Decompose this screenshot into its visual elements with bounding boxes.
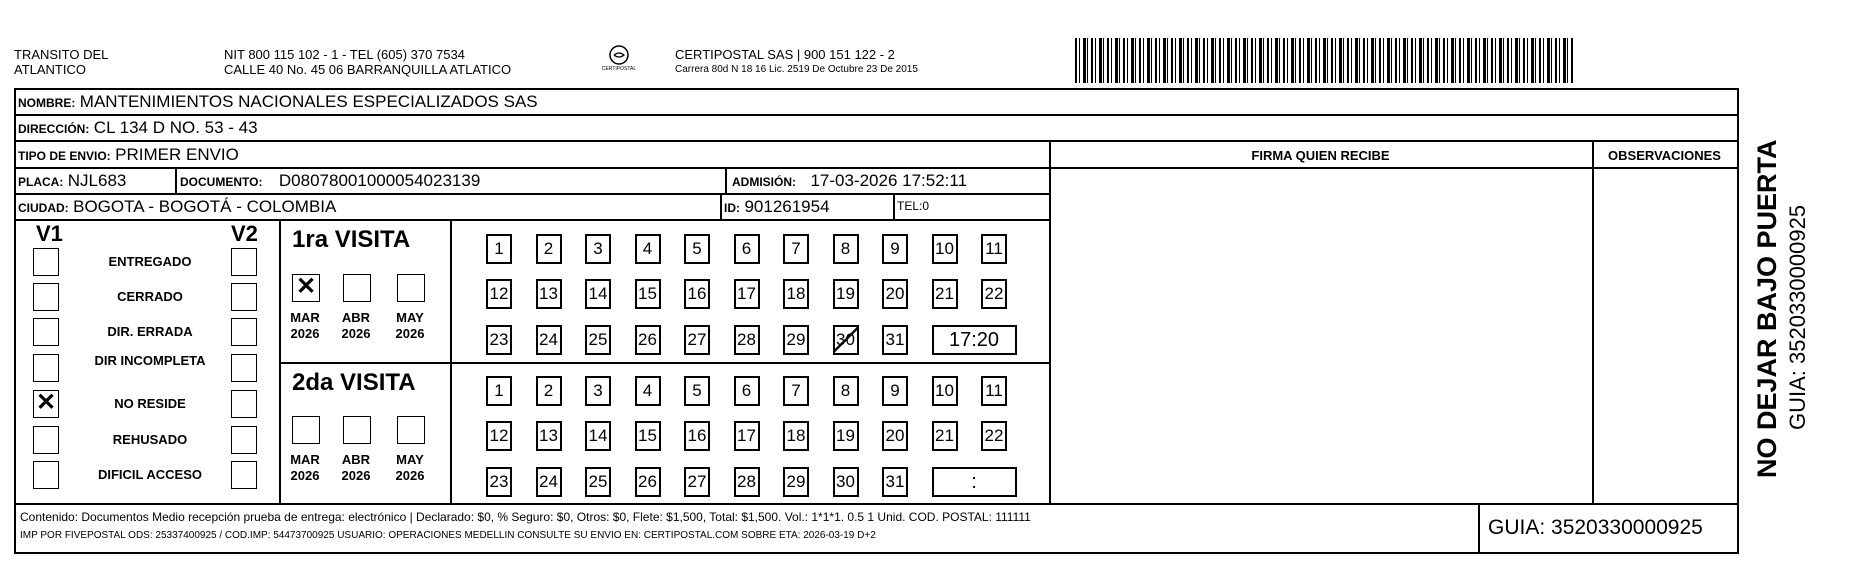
day-box[interactable]: 13	[536, 279, 562, 309]
day-box[interactable]: 12	[486, 421, 512, 451]
time-box[interactable]: :	[932, 467, 1017, 497]
carrier-name: CERTIPOSTAL SAS | 900 151 122 - 2	[675, 47, 895, 62]
col-line-guia	[1478, 503, 1480, 553]
day-box[interactable]: 30	[833, 325, 859, 355]
day-box[interactable]: 5	[684, 234, 710, 264]
day-box[interactable]: 29	[783, 467, 809, 497]
nombre-label: NOMBRE:	[18, 96, 76, 110]
day-box[interactable]: 24	[536, 467, 562, 497]
v2-checkbox[interactable]	[231, 248, 257, 276]
col-line-firma	[1049, 140, 1051, 503]
svg-text:CERTIPOSTAL: CERTIPOSTAL	[601, 66, 637, 72]
month-checkbox[interactable]	[292, 416, 320, 444]
id-row	[724, 197, 830, 217]
sep-placa	[175, 167, 177, 193]
direccion-value: CL 134 D NO. 53 - 43	[93, 118, 258, 137]
day-box[interactable]: 17	[734, 421, 760, 451]
day-box[interactable]: 16	[684, 421, 710, 451]
year-label: 2026	[395, 326, 425, 341]
v2-checkbox[interactable]	[231, 354, 257, 382]
admision-label: ADMISIÓN:	[732, 175, 796, 189]
day-box[interactable]: 22	[981, 279, 1007, 309]
direccion-label: DIRECCIÓN:	[18, 122, 90, 136]
placa-row	[18, 171, 126, 191]
day-box[interactable]: 30	[833, 467, 859, 497]
day-box[interactable]: 7	[783, 234, 809, 264]
day-box[interactable]: 3	[585, 234, 611, 264]
barcode	[1075, 38, 1575, 83]
day-box[interactable]: 11	[981, 376, 1007, 406]
tipo-value: PRIMER ENVIO	[115, 145, 239, 164]
frame-top	[14, 88, 1739, 90]
day-box[interactable]: 4	[635, 376, 661, 406]
org-name	[14, 47, 108, 77]
v1-checkbox[interactable]	[33, 426, 59, 454]
day-box[interactable]: 20	[882, 421, 908, 451]
status-label: DIR. ERRADA	[107, 324, 193, 339]
org-contact	[224, 47, 511, 77]
direccion-row	[18, 118, 258, 138]
documento-value: D08078001000054023139	[278, 171, 481, 190]
month-checkbox[interactable]: ✕	[292, 274, 320, 302]
day-box[interactable]: 21	[932, 279, 958, 309]
frame-bottom	[14, 552, 1739, 554]
status-label: DIFICIL ACCESO	[97, 467, 202, 482]
tipo-row	[18, 145, 239, 165]
row-line-5	[14, 219, 1050, 221]
v1-checkbox[interactable]	[33, 461, 59, 489]
row-line-3	[14, 167, 1739, 169]
time-box[interactable]: 17:20	[932, 325, 1017, 355]
tel-label: TEL:	[897, 199, 923, 213]
v2-checkbox[interactable]	[231, 426, 257, 454]
v2-label: V2	[231, 221, 258, 246]
day-box[interactable]: 8	[833, 234, 859, 264]
day-box[interactable]: 20	[882, 279, 908, 309]
month-label: MAR	[290, 452, 320, 467]
v2-checkbox[interactable]	[231, 390, 257, 418]
day-box[interactable]: 28	[734, 325, 760, 355]
v2-checkbox[interactable]	[231, 461, 257, 489]
status-label: ENTREGADO	[108, 254, 192, 269]
day-box[interactable]: 28	[734, 467, 760, 497]
day-box[interactable]: 9	[882, 376, 908, 406]
sep-visits	[279, 362, 1050, 364]
footer-guia: GUIA: 3520330000925	[1488, 516, 1703, 539]
side-guia-text: GUIA: 3520330000925	[1785, 204, 1810, 430]
admision-value: 17-03-2026 17:52:11	[810, 171, 968, 190]
certipostal-logo-icon	[601, 44, 637, 72]
day-box[interactable]: 16	[684, 279, 710, 309]
ciudad-value: BOGOTA - BOGOTÁ - COLOMBIA	[73, 197, 337, 216]
tel-value: 0	[922, 199, 930, 213]
day-box[interactable]: 19	[833, 279, 859, 309]
month-checkbox[interactable]	[343, 416, 371, 444]
ciudad-row	[18, 197, 336, 217]
sep-doc	[725, 167, 727, 193]
day-box[interactable]: 10	[932, 376, 958, 406]
col-line-obs	[1592, 140, 1594, 503]
year-label: 2026	[341, 468, 371, 483]
no-dejar-text: NO DEJAR BAJO PUERTA	[1752, 139, 1782, 478]
ciudad-label: CIUDAD:	[18, 201, 69, 215]
day-box[interactable]: 25	[585, 467, 611, 497]
sep-id	[893, 193, 895, 219]
day-box[interactable]: 7	[783, 376, 809, 406]
day-box[interactable]: 6	[734, 376, 760, 406]
tel-row	[897, 199, 929, 213]
day-box[interactable]: 8	[833, 376, 859, 406]
day-box[interactable]: 14	[585, 421, 611, 451]
address-text: CALLE 40 No. 45 06 BARRANQUILLA ATLATICO	[224, 62, 512, 77]
day-box[interactable]: 11	[981, 234, 1007, 264]
day-box[interactable]: 27	[684, 467, 710, 497]
day-box[interactable]: 5	[684, 376, 710, 406]
day-box[interactable]: 15	[635, 279, 661, 309]
day-box[interactable]: 6	[734, 234, 760, 264]
day-box[interactable]: 3	[585, 376, 611, 406]
status-label: CERRADO	[117, 289, 183, 304]
nit-text: NIT 800 115 102 - 1 - TEL (605) 370 7534	[224, 47, 465, 62]
year-label: 2026	[341, 326, 371, 341]
month-label: ABR	[341, 310, 371, 325]
org-line1: TRANSITO DEL	[14, 47, 109, 62]
day-box[interactable]: 23	[486, 325, 512, 355]
day-box[interactable]: 22	[981, 421, 1007, 451]
day-box[interactable]: 19	[833, 421, 859, 451]
month-checkbox[interactable]	[397, 416, 425, 444]
year-label: 2026	[290, 468, 320, 483]
row-line-1	[14, 114, 1739, 116]
day-box[interactable]: 4	[635, 234, 661, 264]
day-box[interactable]: 29	[783, 325, 809, 355]
documento-row	[180, 171, 480, 191]
sep-status	[279, 219, 281, 503]
row-line-4	[14, 193, 1050, 195]
day-box[interactable]: 18	[783, 421, 809, 451]
placa-value: NJL683	[67, 171, 127, 190]
day-box[interactable]: 10	[932, 234, 958, 264]
day-box[interactable]: 13	[536, 421, 562, 451]
day-box[interactable]: 1	[486, 234, 512, 264]
day-box[interactable]: 26	[635, 325, 661, 355]
day-box[interactable]: 31	[882, 325, 908, 355]
v1-checkbox[interactable]	[33, 318, 59, 346]
day-box[interactable]: 27	[684, 325, 710, 355]
day-box[interactable]: 17	[734, 279, 760, 309]
day-box[interactable]: 24	[536, 325, 562, 355]
month-checkbox[interactable]	[343, 274, 371, 302]
status-label: NO RESIDE	[114, 396, 186, 411]
day-box[interactable]: 26	[635, 467, 661, 497]
month-label: MAR	[290, 310, 320, 325]
id-label: ID:	[724, 201, 740, 215]
day-box[interactable]: 2	[536, 376, 562, 406]
day-box[interactable]: 15	[635, 421, 661, 451]
tipo-label: TIPO DE ENVIO:	[18, 149, 111, 163]
observaciones-label: OBSERVACIONES	[1608, 148, 1721, 163]
status-label: DIR INCOMPLETA	[94, 353, 206, 368]
day-box[interactable]: 23	[486, 467, 512, 497]
v2-checkbox[interactable]	[231, 318, 257, 346]
day-box[interactable]: 2	[536, 234, 562, 264]
v1-checkbox[interactable]	[33, 283, 59, 311]
frame-right	[1737, 88, 1739, 554]
day-box[interactable]: 12	[486, 279, 512, 309]
admision-row	[732, 171, 967, 191]
firma-label: FIRMA QUIEN RECIBE	[1251, 148, 1390, 163]
day-box[interactable]: 14	[585, 279, 611, 309]
v2-checkbox[interactable]	[231, 283, 257, 311]
carrier-address: Carrera 80d N 18 16 Lic. 2519 De Octubre 23 De 2015	[675, 64, 918, 75]
visit1-title: 1ra VISITA	[292, 226, 411, 253]
day-box[interactable]: 25	[585, 325, 611, 355]
v1-checkbox[interactable]	[33, 248, 59, 276]
month-checkbox[interactable]	[397, 274, 425, 302]
status-label: REHUSADO	[112, 432, 188, 447]
year-label: 2026	[395, 468, 425, 483]
month-label: ABR	[341, 452, 371, 467]
sep-ciudad	[720, 193, 722, 219]
v1-checkbox[interactable]: ✕	[33, 390, 59, 418]
visit2-title: 2da VISITA	[292, 369, 416, 396]
v1-checkbox[interactable]	[33, 354, 59, 382]
day-box[interactable]: 1	[486, 376, 512, 406]
month-label: MAY	[396, 310, 424, 325]
footer-content: Contenido: Documentos Medio recepción prueba de entrega: electrónico | Declarado: $0, % Seguro: $0, Otros: $0, Flete: $1,500, Total: $1,500. Vol.: 1*1*1. 0.5 1 Unid. COD. POSTAL: 111111	[20, 510, 1031, 524]
row-line-2	[14, 140, 1739, 142]
id-value: 901261954	[744, 197, 830, 216]
year-label: 2026	[290, 326, 320, 341]
nombre-value: MANTENIMIENTOS NACIONALES ESPECIALIZADOS SAS	[79, 92, 538, 111]
day-box[interactable]: 18	[783, 279, 809, 309]
documento-label: DOCUMENTO:	[180, 175, 263, 189]
sep-months	[450, 219, 452, 503]
v1-label: V1	[36, 221, 63, 246]
nombre-row	[18, 92, 538, 112]
month-label: MAY	[396, 452, 424, 467]
footer-line	[14, 503, 1739, 505]
carrier-info	[675, 47, 918, 76]
day-box[interactable]: 21	[932, 421, 958, 451]
org-line2: ATLANTICO	[14, 62, 86, 77]
footer-imp: IMP POR FIVEPOSTAL ODS: 25337400925 / COD.IMP: 54473700925 USUARIO: OPERACIONES MEDELLIN CONSULTE SU ENVIO EN: CERTIPOSTAL.COM SOBRE ETA: 2026-03-19 D+2	[20, 530, 876, 541]
day-box[interactable]: 31	[882, 467, 908, 497]
placa-label: PLACA:	[18, 175, 64, 189]
frame-left	[14, 88, 16, 554]
day-box[interactable]: 9	[882, 234, 908, 264]
